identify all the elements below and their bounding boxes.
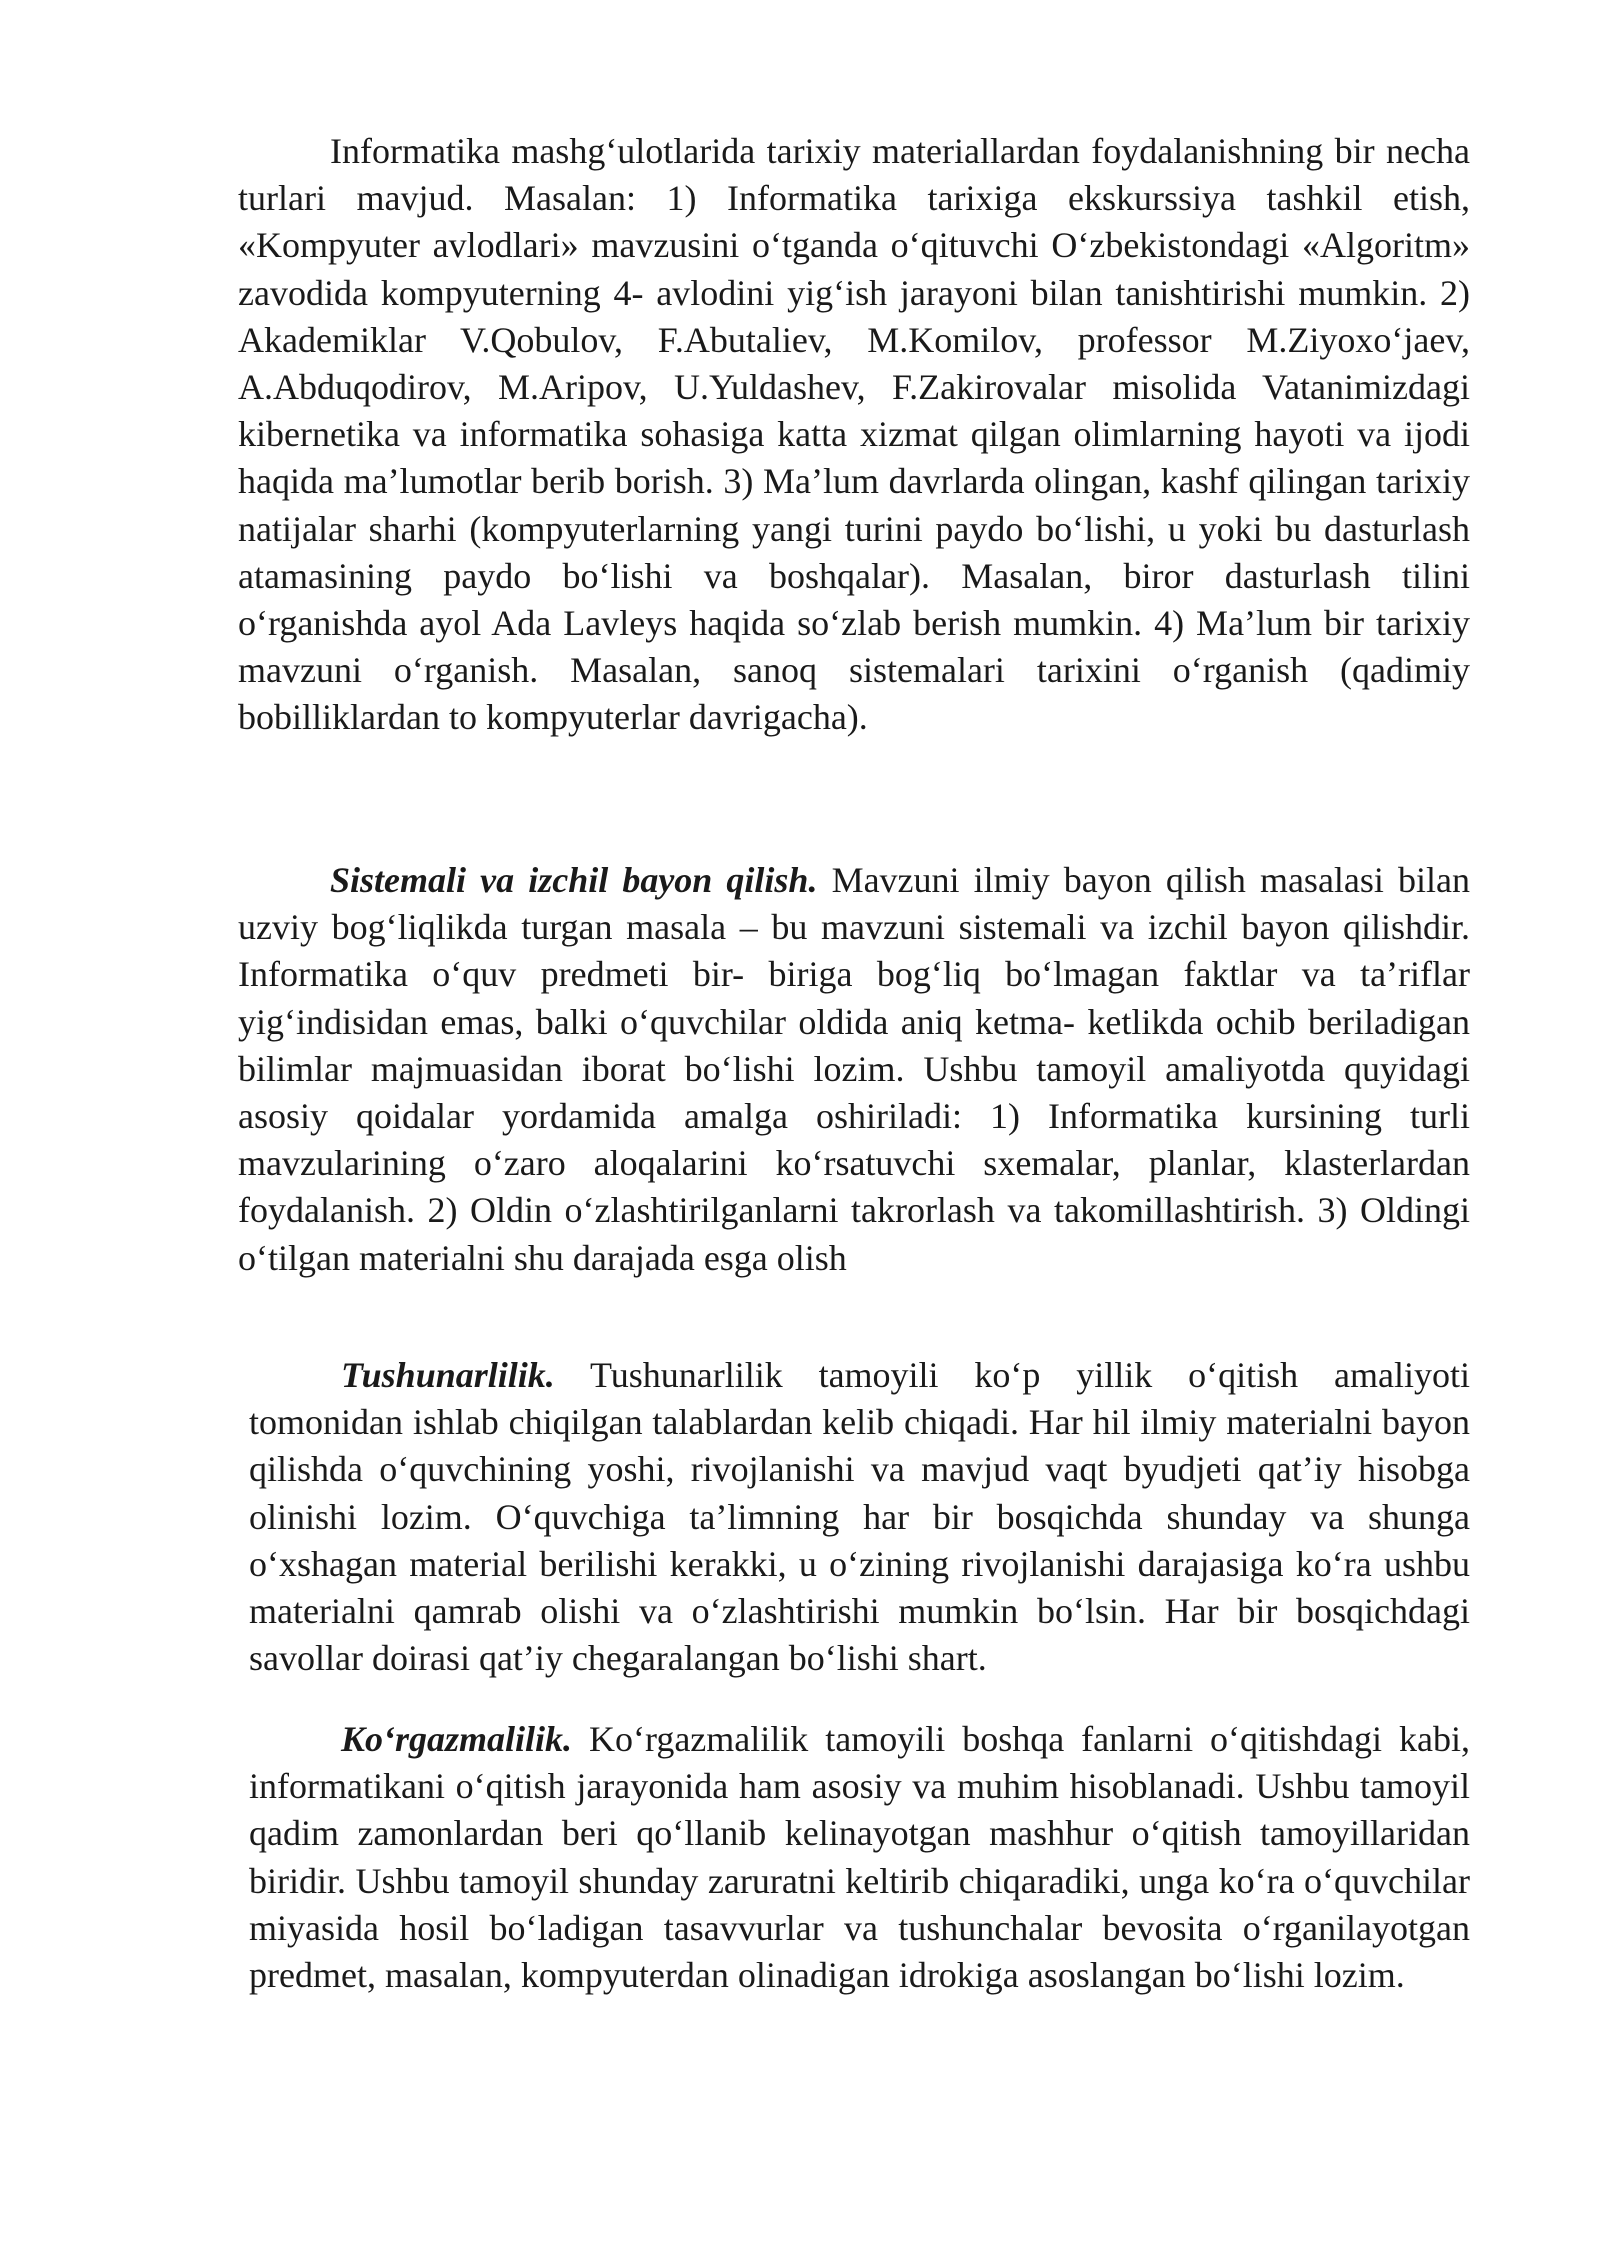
paragraph-text bbox=[249, 1352, 1470, 1682]
paragraph-body: Mavzuni ilmiy bayon qilish masalasi bilan uzviy bog‘liqlikda turgan masala – bu mavzuni sistemali va izchil bayon qilishdir. Informatika o‘quv predmeti bir- biriga bog‘liq bo‘lmagan faktlar va ta’riflar yig‘indisidan emas, balki o‘quvchilar oldida aniq ketma- ketlikda ochib beriladigan bilimlar majmuasidan iborat bo‘lishi lozim. Ushbu tamoyil amaliyotda quyidagi asosiy qoidalar yordamida amalga oshiriladi: 1) Informatika kursining turli mavzularining o‘zaro aloqalarini ko‘rsatuvchi sxemalar, planlar, klasterlardan foydalanish. 2) Oldin o‘zlashtirilganlarni takrorlash va takomillashtirish. 3) Oldingi o‘tilgan materialni shu darajada esga olish bbox=[238, 860, 1470, 1278]
paragraph-comprehensibility bbox=[249, 1352, 1470, 1682]
paragraph-heading: Sistemali va izchil bayon qilish. bbox=[330, 860, 818, 900]
paragraph-visualization bbox=[249, 1716, 1470, 1999]
paragraph-body: Ko‘rgazmalilik tamoyili boshqa fanlarni o‘qitishdagi kabi, informatikani o‘qitish jarayonida ham asosiy va muhim hisoblanadi. Ushbu tamoyil qadim zamonlardan beri qo‘llanib kelinayotgan mashhur o‘qitish tamoyillaridan biridir. Ushbu tamoyil shunday zaruratni keltirib chiqaradiki, unga ko‘ra o‘quvchilar miyasida hosil bo‘ladigan tasavvurlar va tushunchalar bevosita o‘rganilayotgan predmet, masalan, kompyuterdan olinadigan idrokiga asoslangan bo‘lishi lozim. bbox=[249, 1719, 1470, 1996]
paragraph-systematic-presentation bbox=[238, 857, 1470, 1282]
paragraph-heading: Tushunarlilik. bbox=[341, 1355, 555, 1395]
paragraph-heading: Ko‘rgazmalilik. bbox=[341, 1719, 573, 1759]
paragraph-history-materials bbox=[238, 128, 1470, 742]
paragraph-body: Tushunarlilik tamoyili ko‘p yillik o‘qitish amaliyoti tomonidan ishlab chiqilgan talablardan kelib chiqadi. Har hil ilmiy materialni bayon qilishda o‘quvchining yoshi, rivojlanishi va mavjud vaqt byudjeti qat’iy hisobga olinishi lozim. O‘quvchiga ta’limning har bir bosqichda shunday va shunga o‘xshagan material berilishi kerakki, u o‘zining rivojlanishi darajasiga ko‘ra ushbu materialni qamrab olishi va o‘zlashtirishi mumkin bo‘lsin. Har bir bosqichdagi savollar doirasi qat’iy chegaralangan bo‘lishi shart. bbox=[249, 1355, 1470, 1679]
paragraph-body: Informatika mashg‘ulotlarida tarixiy materiallardan foydalanishning bir necha turlari mavjud. Masalan: 1) Informatika tarixiga ekskurssiya tashkil etish, «Kompyuter avlodlari» mavzusini o‘tganda o‘qituvchi O‘zbekistondagi «Algoritm» zavodida kompyuterning 4- avlodini yig‘ish jarayoni bilan tanishtirishi mumkin. 2) Akademiklar V.Qobulov, F.Abutaliev, M.Komilov, professor M.Ziyoxo‘jaev, A.Abduqodirov, M.Aripov, U.Yuldashev, F.Zakirovalar misolida Vatanimizdagi kibernetika va informatika sohasiga katta xizmat qilgan olimlarning hayoti va ijodi haqida ma’lumotlar berib borish. 3) Ma’lum davrlarda olingan, kashf qilingan tarixiy natijalar sharhi (kompyuterlarning yangi turini paydo bo‘lishi, u yoki bu dasturlash atamasining paydo bo‘lishi va boshqalar). Masalan, biror dasturlash tilini o‘rganishda ayol Ada Lavleys haqida so‘zlab berish mumkin. 4) Ma’lum bir tarixiy mavzuni o‘rganish. Masalan, sanoq sistemalari tarixini o‘rganish (qadimiy bobilliklardan to kompyuterlar davrigacha). bbox=[238, 131, 1470, 738]
paragraph-text bbox=[249, 1716, 1470, 1999]
paragraph-text bbox=[238, 857, 1470, 1282]
paragraph-text bbox=[238, 128, 1470, 742]
